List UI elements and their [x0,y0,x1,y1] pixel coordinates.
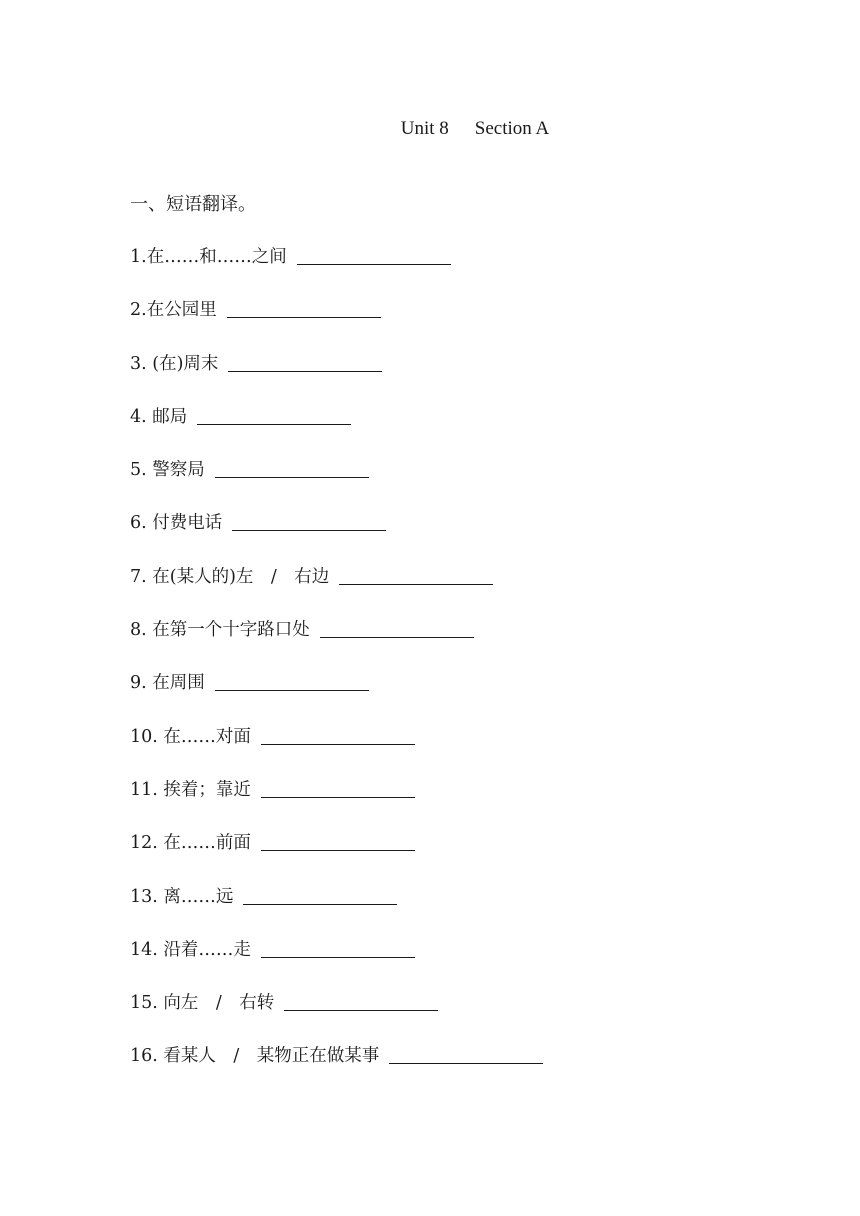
answer-blank[interactable] [261,776,415,798]
list-item [130,1042,543,1095]
list-item [130,296,543,349]
list-item [130,563,543,616]
answer-blank[interactable] [227,296,381,318]
answer-blank[interactable] [261,829,415,851]
item-text: 11. 挨着；靠近 [130,779,251,800]
list-item [130,669,543,722]
list-item [130,616,543,669]
answer-blank[interactable] [297,243,451,265]
item-text: 12. 在……前面 [130,833,251,854]
item-text: 8. 在第一个十字路口处 [130,620,310,641]
item-text: 5. 警察局 [130,460,205,481]
item-text: 3. (在)周末 [130,353,219,374]
list-item [130,829,543,882]
answer-blank[interactable] [215,456,369,478]
item-text: 4. 邮局 [130,406,188,427]
list-item [130,989,543,1042]
list-item [130,883,543,936]
item-text: 10. 在……对面 [130,726,251,747]
list-item [130,936,543,989]
unit-label: Unit 8 [400,118,449,139]
answer-blank[interactable] [243,883,397,905]
answer-blank[interactable] [215,669,369,691]
answer-blank[interactable] [261,936,415,958]
answer-blank[interactable] [284,989,438,1011]
list-item [130,456,543,509]
answer-blank[interactable] [339,563,493,585]
list-item [130,509,543,562]
item-text: 1.在……和……之间 [130,247,287,267]
phrase-list [130,243,543,1096]
item-text: 16. 看某人 / 某物正在做某事 [130,1046,380,1067]
list-item [130,723,543,776]
answer-blank[interactable] [320,616,474,638]
list-item [130,350,543,403]
item-text: 15. 向左 / 右转 [130,993,275,1014]
answer-blank[interactable] [228,350,382,372]
item-text: 13. 离……远 [130,886,234,907]
page-title [0,118,860,140]
section-label: Section A [474,118,550,139]
item-text: 2.在公园里 [130,300,217,321]
list-item [130,776,543,829]
item-text: 7. 在(某人的)左 / 右边 [130,566,330,587]
item-text: 14. 沿着……走 [130,939,251,960]
list-item [130,243,543,296]
answer-blank[interactable] [232,509,386,531]
list-item [130,403,543,456]
item-text: 6. 付费电话 [130,513,223,534]
answer-blank[interactable] [261,723,415,745]
answer-blank[interactable] [197,403,351,425]
item-text: 9. 在周围 [130,673,205,694]
section-heading: 一、短语翻译。 [130,194,256,215]
answer-blank[interactable] [389,1042,543,1064]
